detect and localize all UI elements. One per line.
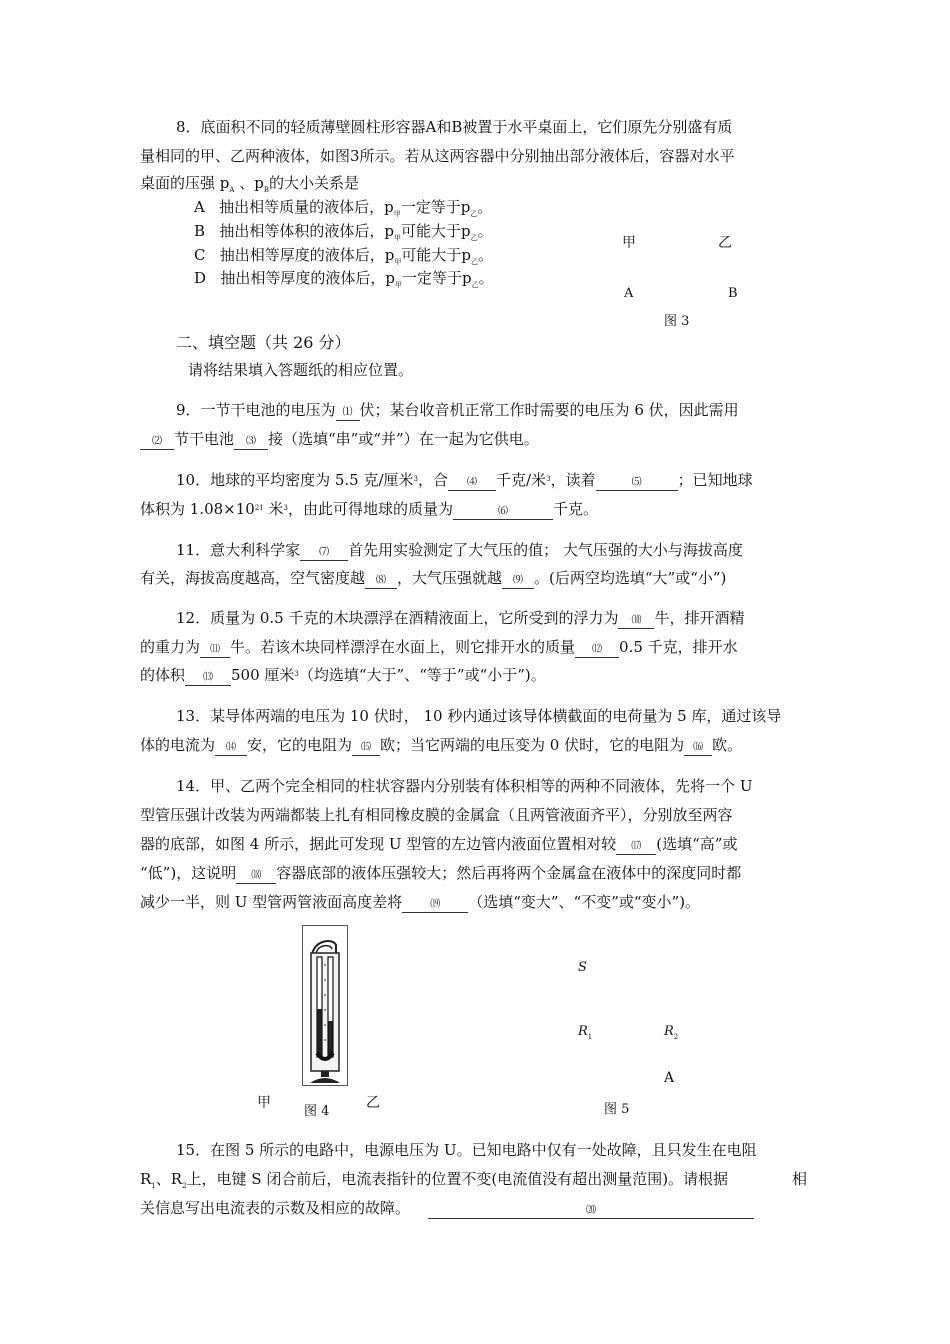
q8-sub-a: A: [229, 186, 235, 194]
text: 的重力为: [140, 638, 201, 656]
text: （选填“变大”、“不变”或“变小”)。: [468, 893, 701, 911]
q15-line2: [140, 1168, 728, 1190]
option-sub: 甲: [393, 210, 401, 218]
q8-line1: 8．底面积不同的轻质薄壁圆柱形容器A和B被置于水平桌面上，它们原先分别盛有质: [176, 118, 733, 136]
q13-line2: [140, 734, 742, 756]
q12-line1: [176, 607, 745, 629]
q10-line2: [140, 498, 598, 520]
fig4-label-yi: 乙: [366, 1095, 380, 1111]
blank-17[interactable]: ⒄: [616, 840, 656, 855]
fig5-caption: 图 5: [604, 1102, 630, 1117]
blank-3[interactable]: ⑶: [234, 435, 268, 450]
blank-5[interactable]: ⑸: [596, 476, 678, 491]
option-end: 。: [478, 269, 494, 287]
option-mid: 可能大于p: [401, 246, 472, 264]
sub: 1: [151, 1182, 156, 1190]
blank-11[interactable]: ⑾: [200, 643, 230, 658]
text: ，合: [418, 471, 449, 489]
text: 的体积: [140, 666, 186, 684]
q15-line2-end: 相: [792, 1170, 808, 1188]
q14-line1: 14．甲、乙两个完全相同的柱状容器内分别装有体积相等的两种不同液体，先将一个 U: [176, 777, 753, 795]
blank-16[interactable]: ⒃: [684, 741, 712, 756]
text: 米: [263, 500, 284, 518]
text: R: [664, 1024, 674, 1039]
blank-8[interactable]: ⑻: [365, 574, 397, 589]
blank-15[interactable]: ⒂: [352, 741, 380, 756]
q12-line3: [140, 664, 546, 686]
text: ，由此可得地球的质量为: [288, 500, 454, 518]
blank-18[interactable]: ⒅: [236, 869, 276, 884]
text: (选填“高”或: [656, 835, 738, 853]
q8-sub-b: B: [263, 186, 269, 194]
q8-line3-post: 的大小关系是: [268, 174, 359, 192]
text: 11．意大利科学家: [176, 541, 301, 559]
q8-option-b: [194, 220, 493, 243]
text: 容器底部的液体压强较大；然后再将两个金属盒在液体中的深度同时都: [276, 864, 742, 882]
fig4-caption: 图 4: [304, 1104, 330, 1119]
section-instruction: 请将结果填入答题纸的相应位置。: [188, 361, 414, 379]
text: 器的底部，如图 4 所示，据此可发现 U 型管的左边管内液面位置相对较: [140, 835, 617, 853]
text: 接（选填“串”或“并”）在一起为它供电。: [268, 430, 539, 448]
text: 千克。: [553, 500, 599, 518]
q8-line3-pre: 桌面的压强 p: [140, 174, 230, 192]
option-sub: 甲: [394, 258, 402, 266]
option-sub: 乙: [470, 210, 478, 218]
text: 首先用实验测定了大气压的值； 大气压强的大小与海拔高度: [348, 541, 743, 559]
fig5-ammeter-label: A: [664, 1070, 675, 1086]
text: 上，电键 S 闭合前后，电流表指针的位置不变(电流值没有超出测量范围)。请根据: [186, 1170, 729, 1188]
q14-line3: [140, 833, 737, 855]
sup: 21: [254, 504, 264, 512]
text: 伏；某台收音机正常工作时需要的电压为 6 伏，因此需用: [359, 401, 739, 419]
option-text: 抽出相等厚度的液体后，p: [219, 246, 395, 264]
blank-6[interactable]: ⑹: [453, 505, 553, 520]
sub: 1: [587, 1033, 593, 1041]
text: 减少一半，则 U 型管两管液面高度差将: [140, 893, 403, 911]
q13-line1: 13．某导体两端的电压为 10 伏时， 10 秒内通过该导体横截面的电荷量为 5 库，通过该导: [176, 707, 782, 725]
text: R: [578, 1024, 588, 1039]
option-letter: A: [194, 198, 205, 216]
sub: 2: [673, 1033, 679, 1041]
text: 9．一节干电池的电压为: [176, 401, 336, 419]
text: 500 厘米: [231, 666, 295, 684]
q8-line2: 量相同的甲、乙两种液体，如图3所示。若从这两容器中分别抽出部分液体后，容器对水平: [140, 147, 735, 165]
q9-line2: [140, 428, 539, 450]
q14-line2: 型管压强计改装为两端都装上扎有相同橡皮膜的金属盒（且两管液面齐平），分别放至两容: [140, 806, 733, 824]
text: 、R: [155, 1170, 183, 1188]
fig5-switch-label: S: [578, 960, 587, 975]
option-letter: C: [194, 246, 206, 264]
blank-4[interactable]: ⑷: [448, 476, 496, 491]
fig3-label-a: A: [624, 286, 634, 301]
sup: 3: [546, 475, 551, 483]
option-sub: 乙: [471, 281, 479, 289]
blank-1[interactable]: ⑴: [336, 406, 360, 421]
text: 欧。: [712, 736, 743, 754]
blank-19[interactable]: ⒆: [402, 898, 468, 913]
q9-line1: [176, 399, 739, 421]
text: 体的电流为: [140, 736, 216, 754]
fig3-label-yi: 乙: [718, 235, 732, 251]
option-mid: 一定等于p: [401, 269, 472, 287]
text: 体积为 1.08×10: [140, 500, 255, 518]
q15-line1: 15．在图 5 所示的电路中，电源电压为 U。已知电路中仅有一处故障，且只发生在电阻: [176, 1141, 757, 1159]
q14-line5: [140, 891, 700, 913]
option-text: 抽出相等厚度的液体后，p: [220, 269, 395, 287]
blank-20[interactable]: ⒇: [428, 1204, 754, 1219]
option-text: 抽出相等质量的液体后，p: [219, 198, 394, 216]
text: 10．地球的平均密度为 5.5 克/厘米: [176, 471, 414, 489]
text: 安，它的电阻为: [247, 736, 353, 754]
blank-12[interactable]: ⑿: [575, 643, 619, 658]
option-sub: 甲: [394, 281, 402, 289]
q8-option-d: [194, 267, 494, 290]
option-mid: 可能大于p: [400, 222, 471, 240]
text: 0.5 千克，排开水: [619, 638, 738, 656]
text: 牛，排开酒精: [654, 609, 745, 627]
q15-line3: [140, 1197, 754, 1219]
text: 有关，海拔高度越高，空气密度越: [140, 569, 366, 587]
blank-7[interactable]: ⑺: [300, 546, 348, 561]
blank-9[interactable]: ⑼: [502, 574, 534, 589]
fig5-r1-label: [578, 1024, 592, 1041]
q12-line2: [140, 636, 738, 658]
q14-line4: [140, 862, 741, 884]
text: 关信息写出电流表的示数及相应的故障。: [140, 1199, 411, 1217]
text: R: [140, 1170, 152, 1188]
fig5-r2-label: [664, 1024, 678, 1041]
text: 牛。若该木块同样漂浮在水面上，则它排开水的质量: [230, 638, 576, 656]
sup: 3: [413, 475, 419, 483]
text: 。(后两空均选填“大”或“小”): [534, 569, 727, 587]
blank-13[interactable]: ⒀: [185, 671, 231, 686]
sub: 2: [182, 1182, 187, 1190]
text: 欧；当它两端的电压变为 0 伏时，它的电阻为: [380, 736, 685, 754]
option-sub: 乙: [470, 234, 478, 242]
fig3-caption: 图 3: [664, 314, 690, 329]
q10-line1: [176, 469, 753, 491]
sup: 3: [294, 670, 299, 678]
text: 12．质量为 0.5 千克的木块漂浮在酒精液面上，它所受到的浮力为: [176, 609, 619, 627]
text: “低”)，这说明: [140, 864, 237, 882]
option-end: 。: [477, 222, 493, 240]
option-sub: 乙: [471, 258, 479, 266]
option-end: 。: [478, 246, 494, 264]
blank-10[interactable]: ⑽: [618, 614, 654, 629]
q11-line1: [176, 539, 743, 561]
q8-option-c: [194, 244, 493, 267]
option-text: 抽出相等体积的液体后，p: [219, 222, 394, 240]
text: ，大气压强就越: [397, 569, 503, 587]
text: ，读着: [550, 471, 596, 489]
fig3-label-jia: 甲: [622, 235, 636, 251]
sup: 3: [283, 504, 288, 512]
option-end: 。: [477, 198, 493, 216]
q8-option-a: [194, 196, 492, 219]
option-mid: 一定等于p: [400, 198, 471, 216]
q11-line2: [140, 567, 726, 589]
option-letter: B: [194, 222, 206, 240]
option-letter: D: [194, 269, 207, 287]
text: 千克/米: [496, 471, 547, 489]
text: 节干电池: [174, 430, 235, 448]
section-title: 二、填空题（共 26 分）: [176, 333, 351, 352]
fig3-label-b: B: [728, 286, 738, 301]
option-sub: 甲: [393, 234, 401, 242]
blank-14[interactable]: ⒁: [215, 741, 247, 756]
q8-line3-mid: 、p: [234, 174, 264, 192]
u-tube-manometer-figure: [302, 925, 348, 1087]
blank-2[interactable]: ⑵: [140, 435, 174, 450]
fig4-label-jia: 甲: [257, 1095, 271, 1111]
text: （均选填“大于”、“等于”或“小于”)。: [298, 666, 546, 684]
text: ；已知地球: [677, 471, 753, 489]
